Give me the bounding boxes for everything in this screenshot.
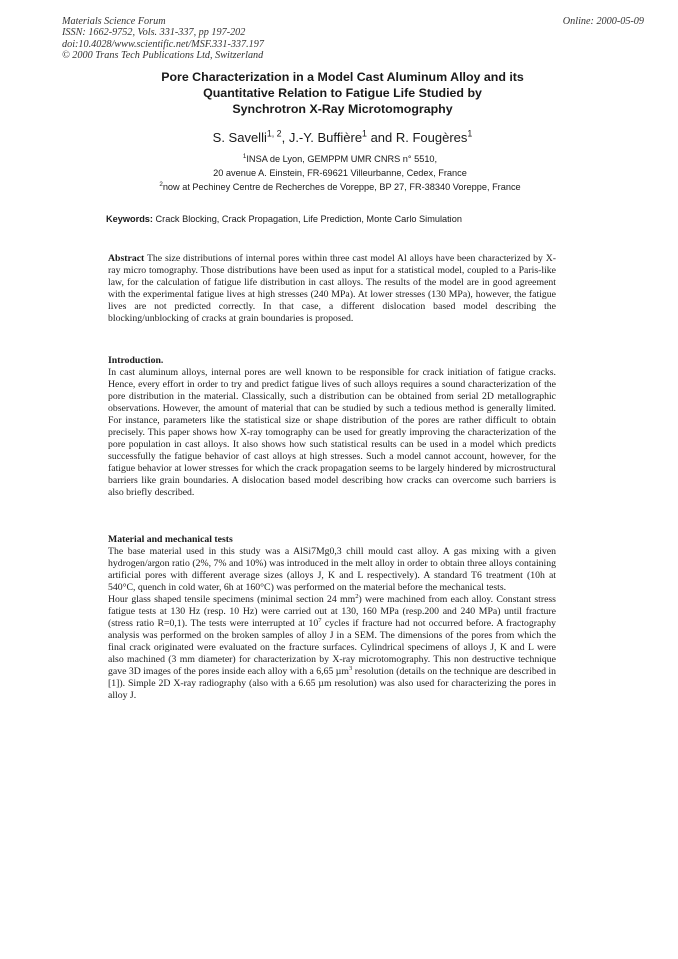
title-line: Quantitative Relation to Fatigue Life Studied by [203, 85, 482, 100]
paragraph-text: resolution (details on the technique are described in [1]). Simple 2D X-ray radiography (also with a 6.65 µm resolution) was also used for characterizing the pores in alloy J. [108, 666, 556, 701]
affiliation-text: INSA de Lyon, GEMPPM UMR CNRS n° 5510, [246, 154, 438, 164]
author-affiliation-mark: 1 [467, 128, 473, 139]
superscript: 3 [349, 664, 353, 672]
affiliation-text: 20 avenue A. Einstein, FR-69621 Villeurbanne, Cedex, France [213, 167, 467, 178]
superscript: 2 [355, 592, 359, 600]
issn-line: ISSN: 1662-9752, Vols. 331-337, pp 197-202 [62, 27, 246, 39]
superscript: 7 [318, 616, 322, 624]
affiliation-2 [100, 181, 580, 195]
keywords-text: Crack Blocking, Crack Propagation, Life Prediction, Monte Carlo Simulation [152, 214, 462, 224]
author-name: and R. Fougères [366, 130, 468, 145]
doi-line: doi:10.4028/www.scientific.net/MSF.331-337.197 [62, 38, 264, 50]
introduction-section [108, 355, 556, 499]
materials-section [108, 534, 556, 702]
abstract-section [108, 253, 556, 325]
affiliation-1 [100, 153, 580, 180]
author-name: S. Savelli [212, 130, 267, 145]
copyright-line: © 2000 Trans Tech Publications Ltd, Switzerland [62, 49, 264, 61]
paragraph-text: Hour glass shaped tensile specimens (minimal section 24 mm [108, 594, 356, 605]
section-paragraph: In cast aluminum alloys, internal pores are well known to be responsible for crack initiation of fatigue cracks. Hence, every effort in order to try and predict fatigue lives of such alloys requires a sound characterization of the pore distribution in the material. Classically, such a distribution can be obtained from serial 2D metallographic observations. However, the amount of material that can be studied by such a tedious method is generally limited. For instance, parameters like the statistical size or shape distribution of the pores are rather difficult to obtain precisely. This paper shows how X-ray tomography can be used for greatly improving the characterization of the pore population in cast alloys. It also shows how such statistical results can be used in a model which predicts successfully the fatigue behavior of cast alloys at high stresses. Such a model cannot account, however, for the fatigue behavior at lower stresses for which the crack propagation seems to be largely hindered by microstructural barriers like grain boundaries. A dislocation based model describing how cracks can overcome such barriers is also briefly described. [108, 367, 556, 498]
section-paragraph [108, 594, 556, 702]
paragraph-text: cycles if fracture had not occurred before. A fractography analysis was performed on the broken samples of alloy J in a SEM. The dimensions of the pores from which the final crack originated were evaluated on the fracture surfaces. Cylindrical specimens of alloys J, K and L were also machined (3 mm diameter) for characterization by X-ray microtomography. This non destructive technique gave 3D images of the pores inside each alloy with a 6,65 µm [108, 618, 556, 677]
paragraph-text: ) were machined from each alloy. Constant stress fatigue tests at 130 Hz (resp. 10 Hz) were carried out at 130, 160 MPa (resp.200 and 240 MPa) until fracture (stress ratio R=0,1). The tests were interrupted at 10 [108, 594, 556, 629]
keywords-label: Keywords: [106, 214, 153, 224]
abstract-text: The size distributions of internal pores within three cast model Al alloys have been characterized by X-ray micro tomography. Those distributions have been used as input for a statistical model, coupled to a Paris-like law, for the calculation of fatigue life distribution in cast alloys. The results of the model are in good agreement with the experimental fatigue lives at high stresses (240 MPa). At lower stresses (130 MPa), however, the fatigue lives are not predicted correctly. In that case, a different dislocation based model describing the blocking/unblocking of cracks at grain boundaries is proposed. [108, 253, 556, 324]
author-name: , J.-Y. Buffière [281, 130, 363, 145]
title-line: Pore Characterization in a Model Cast Aluminum Alloy and its [161, 70, 524, 84]
affiliation-mark: 1 [242, 152, 247, 160]
section-heading: Material and mechanical tests [108, 534, 233, 545]
affiliation-text: now at Pechiney Centre de Recherches de Voreppe, BP 27, FR-38340 Voreppe, France [162, 182, 521, 192]
author-affiliation-mark: 1 [362, 128, 367, 139]
abstract-label: Abstract [108, 253, 145, 264]
author-affiliation-mark: 1, 2 [266, 128, 282, 139]
online-date: Online: 2000-05-09 [562, 16, 644, 27]
section-paragraph: The base material used in this study was a AlSi7Mg0,3 chill mould cast alloy. A gas mixing with a given hydrogen/argon ratio (2%, 7% and 10%) was introduced in the melt alloy in order to obtain three alloys containing artificial pores with different average sizes (alloys J, K and L respectively). A standard T6 treatment (10h at 540°C, quench in cold water, 6h at 160°C) was performed on the material before the mechanical tests. [108, 546, 556, 593]
journal-name: Materials Science Forum [62, 16, 166, 27]
affiliation-mark: 2 [159, 180, 163, 188]
paper-title [110, 70, 575, 117]
keywords [106, 214, 576, 224]
title-line: Synchrotron X-Ray Microtomography [232, 101, 453, 116]
author-list [110, 130, 575, 145]
publication-header [62, 16, 264, 61]
section-heading: Introduction. [108, 355, 164, 366]
